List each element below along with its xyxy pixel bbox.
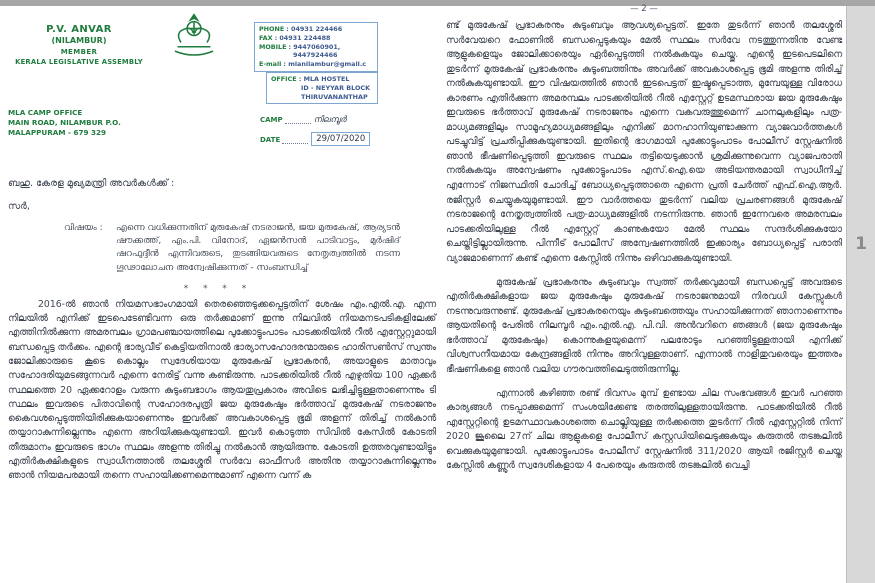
fax-label: FAX: [259, 33, 273, 42]
phone-value: : 04931 224466: [286, 25, 343, 33]
camp-date-block: [260, 114, 388, 152]
kerala-emblem-icon: [168, 12, 220, 63]
date-dotted-leader: [282, 143, 308, 144]
letterhead-name-block: [8, 24, 150, 66]
page-2-paragraph-3: എന്നാൽ കഴിഞ്ഞ രണ്ട് ദിവസം മുമ്പ് ഉണ്ടായ ചില സംഭവങ്ങൾ ഇവർ പറഞ്ഞ കാര്യങ്ങൾ നടപ്പാക്കുമെന്ന് സംശയിക്കേണ്ട തരത്തിലുള്ളതായിരുന്നു. പാടക്കരിയിൽ റീൽ എസ്റ്റേറ്റിന്റെ ഉടമസ്ഥാവകാശത്തെ ചൊല്ലിയുള്ള തർക്കത്തെ തുടർന്ന് റീൽ എസ്റ്റേറ്റിൽ നിന്ന് 2020 ജൂലൈ 27ന് ചില ആളുകളെ പോലീസ് കസ്റ്റഡിയിലെടുക്കുകയും കരുതൽ തടങ്കലിൽ വെക്കുകയുമുണ്ടായി. പുക്കോട്ടുംപാടം പോലീസ് സ്റ്റേഷനിൽ 311/2020 ആയി രജിസ്റ്റർ ചെയ്ത കേസ്സിൽ കണ്ണൂർ സ്വദേശികളായ 4 പേരെയും കരുതൽ തടങ്കലിൽ വെച്ചി: [446, 387, 842, 472]
mla-name: P.V. ANVAR: [46, 24, 112, 35]
constituency: (NILAMBUR): [51, 36, 107, 45]
mobile-label: MOBILE: [259, 42, 287, 51]
star-separator: * * * *: [183, 283, 253, 294]
office-line-1: : MLA HOSTEL: [298, 75, 350, 83]
mobile-value-2: 9447924466: [293, 51, 338, 60]
page-indicator-badge: 1: [855, 234, 867, 254]
subject-block: [64, 222, 400, 275]
subject-text: എന്നെ വധിക്കുന്നതിന് മുരുകേഷ് നടരാജൻ, ജയ മുരുകേഷ്, ആര്യടൻ ഷൗക്കത്ത്, എം.പി. വിനോദ്, ഏജൻസൻ പാടിവാട്ടം, മുർഷിദ് ഷറഫുദ്ദീൻ എന്നിവരുടെ, തുടങ്ങിയവരുടെ നേതൃത്വത്തിൽ നടന്ന ഗൂഢാലോചന അന്വേഷിക്കുന്നത് - സംബന്ധിച്ച്: [116, 223, 400, 273]
office-box: [266, 72, 378, 104]
mobile-value-1: : 9447060901,: [288, 42, 341, 51]
page-2-number: — 2 —: [630, 4, 658, 14]
letter-page-2: [446, 4, 842, 483]
office-line-3: THIRUVANANTHAP: [301, 92, 368, 101]
letterhead: [8, 10, 436, 168]
camp-office-line-3: MALAPPURAM - 679 329: [8, 128, 106, 137]
camp-dotted-leader: [285, 123, 311, 124]
salutation: ബഹു. കേരള മുഖ്യമന്ത്രി അവർകൾക്ക് :: [8, 178, 175, 189]
camp-label: CAMP: [260, 116, 283, 124]
camp-office-block: [8, 108, 121, 138]
sir-line: സർ,: [8, 201, 30, 212]
subject-label: വിഷയം :: [64, 223, 103, 233]
viewer-scroll-rail[interactable]: [846, 6, 875, 583]
camp-office-line-1: MLA CAMP OFFICE: [8, 108, 83, 117]
contact-box: [254, 22, 378, 72]
letter-page-1: [8, 10, 436, 493]
office-label: OFFICE: [271, 75, 297, 83]
letter-body-page-1: 2016-ൽ ഞാൻ നിയമസഭാംഗമായി തെരഞ്ഞെടുക്കപ്പെട്ടതിന് ശേഷം എം.എൽ.എ. എന്ന നിലയിൽ എനിക്ക് ഇടപെടേണ്ടിവന്ന ഒരു തർക്കമാണ് ഇന്നു നിലവിൽ നിയമനടപടികളിലേക്ക് എത്തിനിൽക്കുന്ന അമരമ്പലം ഗ്രാമപഞ്ചായത്തിലെ പുക്കോട്ടുംപാടം പാടക്കരിയിൽ റീൽ എസ്റ്റേറ്റുമായി ബന്ധപ്പെട്ട തർക്കം. എന്റെ ഭാര്യവീട് കെട്ടിയതിനാൽ ഭാര്യാസഹോദരന്മാരുടെ ഹാരിസൺസ് സ്വന്തം ജോലിക്കാരുടെ കൂടെ കൊല്ലം സ്വദേശിയായ മുരുകേഷ് പ്രഭാകരൻ, അയാളുടെ മാതാവും സഹോദരിയുമടങ്ങുന്നവർ എന്നെ നേരിട്ട് വന്നു കണ്ടിരുന്നു. പാടക്കരിയിൽ റീൽ എഴുതിയ 100 ഏക്കർ സ്ഥലത്തെ 20 ഏക്കറോളം വരുന്ന കുടുംബഭാഗം ആയതുപ്രകാരം അവിടെ ലഭിച്ചിട്ടുള്ളതാണെന്നും ടി സ്ഥലം ഇവരുടെ പിതാവിന്റെ സഹോദരപുത്രി ജയ മുരുകേഷും ഭർത്താവ് മുരുകേഷ് നടരാജനും കൈവശപ്പെടുത്തിയിരിക്കുകയാണെന്നും ഇവർക്ക് അവകാശപ്പെട്ട ഭൂമി അളന്ന് തിരിച്ച് നൽകാൻ തയ്യാറാകുന്നില്ലെന്നും എന്നെ അറിയിക്കുകയുണ്ടായി. ഇവർ കൊടുത്ത സിവിൽ കേസിൽ കോടതി തീരുമാനം ഇവരുടെ ഭാഗം സ്ഥലം അളന്നു തിരിച്ചു നൽകാൻ ആയിരുന്നു. കോടതി ഉത്തരവുണ്ടായിട്ടും എതിർകക്ഷികളുടെ സ്വാധീനത്താൽ തലശ്ശേരി സർവേ ഓഫീസർ അതിനു തയ്യാറാകുന്നില്ലെന്നും ഞാൻ നിയമപരമായി തന്നെ സഹായിക്കണമെന്നുമാണ് എന്നെ വന്ന് ക: [8, 298, 436, 482]
email-value: : mlanilambur@gmail.c: [283, 60, 367, 69]
office-line-2: ID - NEYYAR BLOCK: [301, 83, 371, 92]
page-2-paragraph-2: മുരുകേഷ് പ്രഭാകരനും കുടുംബവും സ്വത്ത് തർക്കവുമായി ബന്ധപ്പെട്ട് അവരുടെ എതിർകക്ഷികളായ ജയ മുരുകേഷും മുരുകേഷ് നടരാജനുമായി നിരവധി കേസ്സുകൾ നടന്നുവരുന്നുണ്ട്. മുരുകേഷ് പ്രഭാകരനെയും കുടുംബത്തെയും സഹായിക്കുന്നത് ഞാനാണെന്നും ആയതിന്റെ പേരിൽ നിലമ്പൂർ എം.എൽ.എ. പി.വി. അൻവറിനെ ഞങ്ങൾ (ജയ മുരുകേഷും ഭർത്താവ് മുരുകേഷും) കൊന്നുകളയുമെന്ന് പലരോടും പറഞ്ഞിട്ടുള്ളതായി എനിക്ക് വിശ്വസനീയമായ കേന്ദ്രങ്ങളിൽ നിന്നും അറിവുള്ളതാണ്. എന്നാൽ നാളിതുവരെയും ഇത്തരം ഭീഷണികളെ ഞാൻ വലിയ ഗൗരവത്തിലെടുത്തിരുന്നില്ല.: [446, 276, 842, 375]
phone-label: PHONE: [259, 25, 285, 33]
email-label: E-mail: [259, 60, 282, 69]
member-label: MEMBER: [60, 48, 98, 56]
fax-value: : 04931 224488: [274, 33, 331, 42]
camp-value: നിലമ്പൂർ: [313, 115, 347, 125]
date-value: 29/07/2020: [311, 132, 370, 146]
assembly-label: KERALA LEGISLATIVE ASSEMBLY: [15, 58, 143, 66]
date-label: DATE: [260, 136, 281, 144]
camp-office-line-2: MAIN ROAD, NILAMBUR P.O.: [8, 118, 121, 127]
page-2-paragraph-1: ണ്ട് മുരുകേഷ് പ്രഭാകരനും കുടുംബവും ആവശ്യപ്പെട്ടത്. ഇതേ തുടർന്ന് ഞാൻ തലശ്ശേരി സർവേയറെ ഫോണിൽ ബന്ധപ്പെടുകയും മേൽ സ്ഥലം സർവേ നടത്തുന്നതിനു വേണ്ട ആളുകളെയും ജോലിക്കാരെയും ഏർപ്പെടുത്തി നൽകുകയും ചെയ്തു. എന്റെ ഇടപെടലിനെ തുടർന്ന് മുരുകേഷ് പ്രഭാകരനും കുടുംബത്തിനും അവർക്ക് അവകാശപ്പെട്ട ഭൂമി അളന്നു തിരിച്ച് നൽകുകയുണ്ടായി. ഈ വിഷയത്തിൽ ഞാൻ ഇടപെട്ടത് ഇഷ്ടപ്പെടാത്ത, മുമ്പേയുള്ള വിരോധ കാരണം എതിർക്കുന്ന അമരമ്പലം പാടക്കരിയിൽ റീൽ എസ്റ്റേറ്റ് ഉടമസ്ഥരായ ജയ മുരുകേഷും ഇവരുടെ ഭർത്താവ് മുരുകേഷ് നടരാജനും എന്നെ വകവരുത്തുമെന്ന് ചാനലുകളിലും പത്ര-മാധ്യമങ്ങളിലും സാമൂഹ്യമാധ്യമങ്ങളിലും എനിക്ക് മാനഹാനിയുണ്ടാക്കുന്ന വ്യാജവാർത്തകൾ പടച്ചുവിട്ട് പ്രചരിപ്പിക്കുകയുണ്ടായി. ഇതിന്റെ ഭാഗമായി പുക്കോട്ടുംപാടം പോലീസ് സ്റ്റേഷനിൽ ഞാൻ ഭീഷണിപ്പെടുത്തി ഇവരുടെ സ്ഥലം തട്ടിയെടുക്കാൻ ശ്രമിക്കുന്നുവെന്ന വ്യാജപരാതി നൽകുകയും അന്വേഷണം പുക്കോട്ടുംപാടം എസ്.ഐ.യെ അടിയന്തരമായി സ്വാധീനിച്ച് എന്നോട് നിജസ്ഥിതി ചോദിച്ച് ബോധ്യപ്പെടുത്താതെ എന്നെ പ്രതി ചേർത്ത് എഫ്.ഐ.ആർ. രജിസ്റ്റർ ചെയ്യുകയുമുണ്ടായി. ഈ വാർത്തയെ തുടർന്ന് വലിയ പ്രചരണങ്ങൾ മുരുകേഷ് നടരാജന്റെ നേതൃത്വത്തിൽ പത്ര-മാധ്യമങ്ങളിൽ നടന്നിരുന്നു. ഞാൻ ഇന്നേവരെ അമരമ്പലം പാടക്കരിയിലുള്ള റീൽ എസ്റ്റേറ്റ് കാണുകയോ മേൽ സ്ഥലം സന്ദർശിക്കുകയോ ചെയ്തിട്ടില്ലായിരുന്നു. പിന്നീട് പോലീസ് അന്വേഷണത്തിൽ ഇക്കാര്യം ബോധ്യപ്പെട്ട് പരാതി വ്യാജമാണെന്ന് കണ്ട് എന്നെ കേസ്സിൽ നിന്നും ഒഴിവാക്കുകയുണ്ടായി.: [446, 20, 842, 264]
